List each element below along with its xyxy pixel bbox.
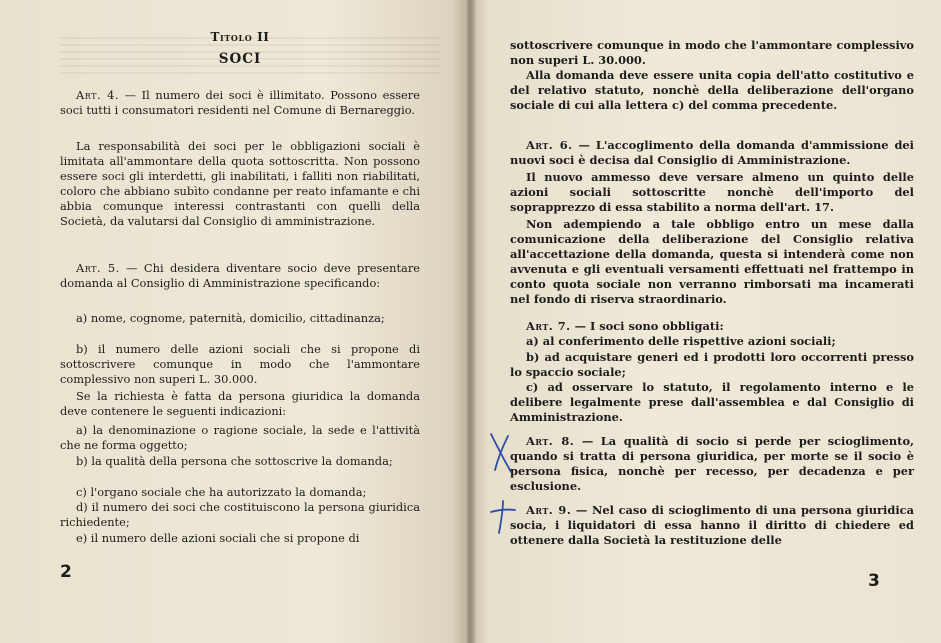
list-item-text: e) il numero delle azioni sociali che si propone di bbox=[76, 531, 360, 545]
right-page bbox=[470, 0, 941, 643]
paragraph-text: La responsabilità dei soci per le obbligazioni sociali è limitata all'ammontare della quota sottoscritta. Non possono essere soci gli interdetti, gli inabilitati, i falliti non riabilitati, coloro che abbiano subìto condanne per reato infamante e chi abbia comunque interessi contrastanti con quelli della Società, da valutarsi dal Consiglio di amministrazione. bbox=[60, 139, 420, 229]
section-subtitle: SOCI bbox=[218, 51, 262, 67]
article-text: — Nel caso di scioglimento di una persona giuridica socia, i liquidatori di essa hanno il diritto di chiedere ed ottenere dalla Società la restituzione delle bbox=[510, 503, 914, 548]
section-title: Titolo II bbox=[210, 30, 270, 44]
list-item bbox=[510, 380, 914, 425]
paragraph-text: Il nuovo ammesso deve versare almeno un quinto delle azioni sociali sottoscritte nonchè dell'importo del soprapprezzo di essa stabilito a norma dell'art. 17. bbox=[510, 170, 914, 215]
article-text: — I soci sono obbligati: bbox=[570, 319, 724, 333]
article-9 bbox=[510, 503, 914, 548]
page-number: 2 bbox=[60, 562, 72, 582]
list-item bbox=[60, 454, 420, 469]
list-item bbox=[510, 334, 914, 349]
paragraph bbox=[510, 170, 914, 215]
article-6 bbox=[510, 138, 914, 168]
list-item-text: b) il numero delle azioni sociali che si propone di sottoscrivere comunque in modo che l'ammontare complessivo non superi L. 30.000. bbox=[60, 342, 420, 387]
article-text: — Chi desidera diventare socio deve presentare domanda al Consiglio di Amministrazione specificando: bbox=[60, 261, 421, 291]
article-label: Art. 8. bbox=[526, 434, 575, 448]
handwritten-x-mark bbox=[486, 430, 516, 476]
list-item-text: a) la denominazione o ragione sociale, la sede e l'attività che ne forma oggetto; bbox=[60, 423, 420, 453]
list-item-text: d) il numero dei soci che costituiscono la persona giuridica richiedente; bbox=[60, 500, 420, 530]
article-label: Art. 4. bbox=[76, 88, 120, 102]
list-item-text: c) l'organo sociale che ha autorizzato la domanda; bbox=[76, 485, 367, 499]
article-label: Art. 7. bbox=[526, 319, 571, 333]
list-item bbox=[60, 485, 420, 500]
article-label: Art. 5. bbox=[76, 261, 120, 275]
left-page bbox=[0, 0, 470, 643]
page-number: 3 bbox=[868, 571, 880, 591]
article-text: — Il numero dei soci è illimitato. Possono essere soci tutti i consumatori residenti nel Comune di Bernareggio. bbox=[60, 88, 420, 118]
paragraph bbox=[60, 389, 420, 419]
article-text: — L'accoglimento della domanda d'ammissione dei nuovi soci è decisa dal Consiglio di Amministrazione. bbox=[510, 138, 915, 168]
article-4 bbox=[60, 88, 420, 118]
article-7 bbox=[510, 319, 914, 334]
paragraph-text: Se la richiesta è fatta da persona giuridica la domanda deve contenere le seguenti indicazioni: bbox=[60, 389, 420, 419]
list-item-text: b) la qualità della persona che sottoscrive la domanda; bbox=[76, 454, 393, 468]
list-item bbox=[60, 500, 420, 530]
article-label: Art. 6. bbox=[526, 138, 573, 152]
list-item bbox=[60, 531, 420, 546]
paragraph-text: sottoscrivere comunque in modo che l'ammontare complessivo non superi L. 30.000. bbox=[510, 38, 914, 68]
list-item-text: a) al conferimento delle rispettive azioni sociali; bbox=[526, 334, 836, 348]
paragraph-text: Non adempiendo a tale obbligo entro un mese dalla comunicazione della deliberazione del Consiglio relativa all'accettazione della domanda, questa si intenderà come non avvenuta e gli eventuali versamenti effettuati nel frattempo in conto quota sociale non verranno rimborsati ma incamerati nel fondo di riserva straordinario. bbox=[510, 217, 914, 307]
list-item bbox=[510, 350, 914, 380]
article-8 bbox=[510, 434, 914, 494]
handwritten-cross-mark bbox=[488, 498, 518, 536]
paragraph bbox=[60, 139, 420, 230]
paragraph bbox=[510, 38, 914, 68]
paragraph-text: Alla domanda deve essere unita copia dell'atto costitutivo e del relativo statuto, nonchè della deliberazione dell'organo sociale di cui alla lettera c) del comma precedente. bbox=[510, 68, 914, 113]
list-item-text: b) ad acquistare generi ed i prodotti loro occorrenti presso lo spaccio sociale; bbox=[510, 350, 914, 380]
paragraph bbox=[510, 217, 914, 308]
article-text: — La qualità di socio si perde per scioglimento, quando si tratta di persona giuridica, per morte se il socio è persona fisica, nonchè per recesso, per decadenza e per esclusione. bbox=[510, 434, 915, 494]
list-item-text: a) nome, cognome, paternità, domicilio, cittadinanza; bbox=[76, 311, 385, 325]
list-item bbox=[60, 311, 420, 326]
article-5 bbox=[60, 261, 420, 291]
list-item bbox=[60, 423, 420, 453]
article-label: Art. 9. bbox=[526, 503, 572, 517]
paragraph bbox=[510, 68, 914, 113]
list-item bbox=[60, 342, 420, 387]
book-gutter bbox=[466, 0, 476, 643]
list-item-text: c) ad osservare lo statuto, il regolamento interno e le delibere legalmente prese dall'assemblea e dal Consiglio di Amministrazione. bbox=[510, 380, 914, 425]
